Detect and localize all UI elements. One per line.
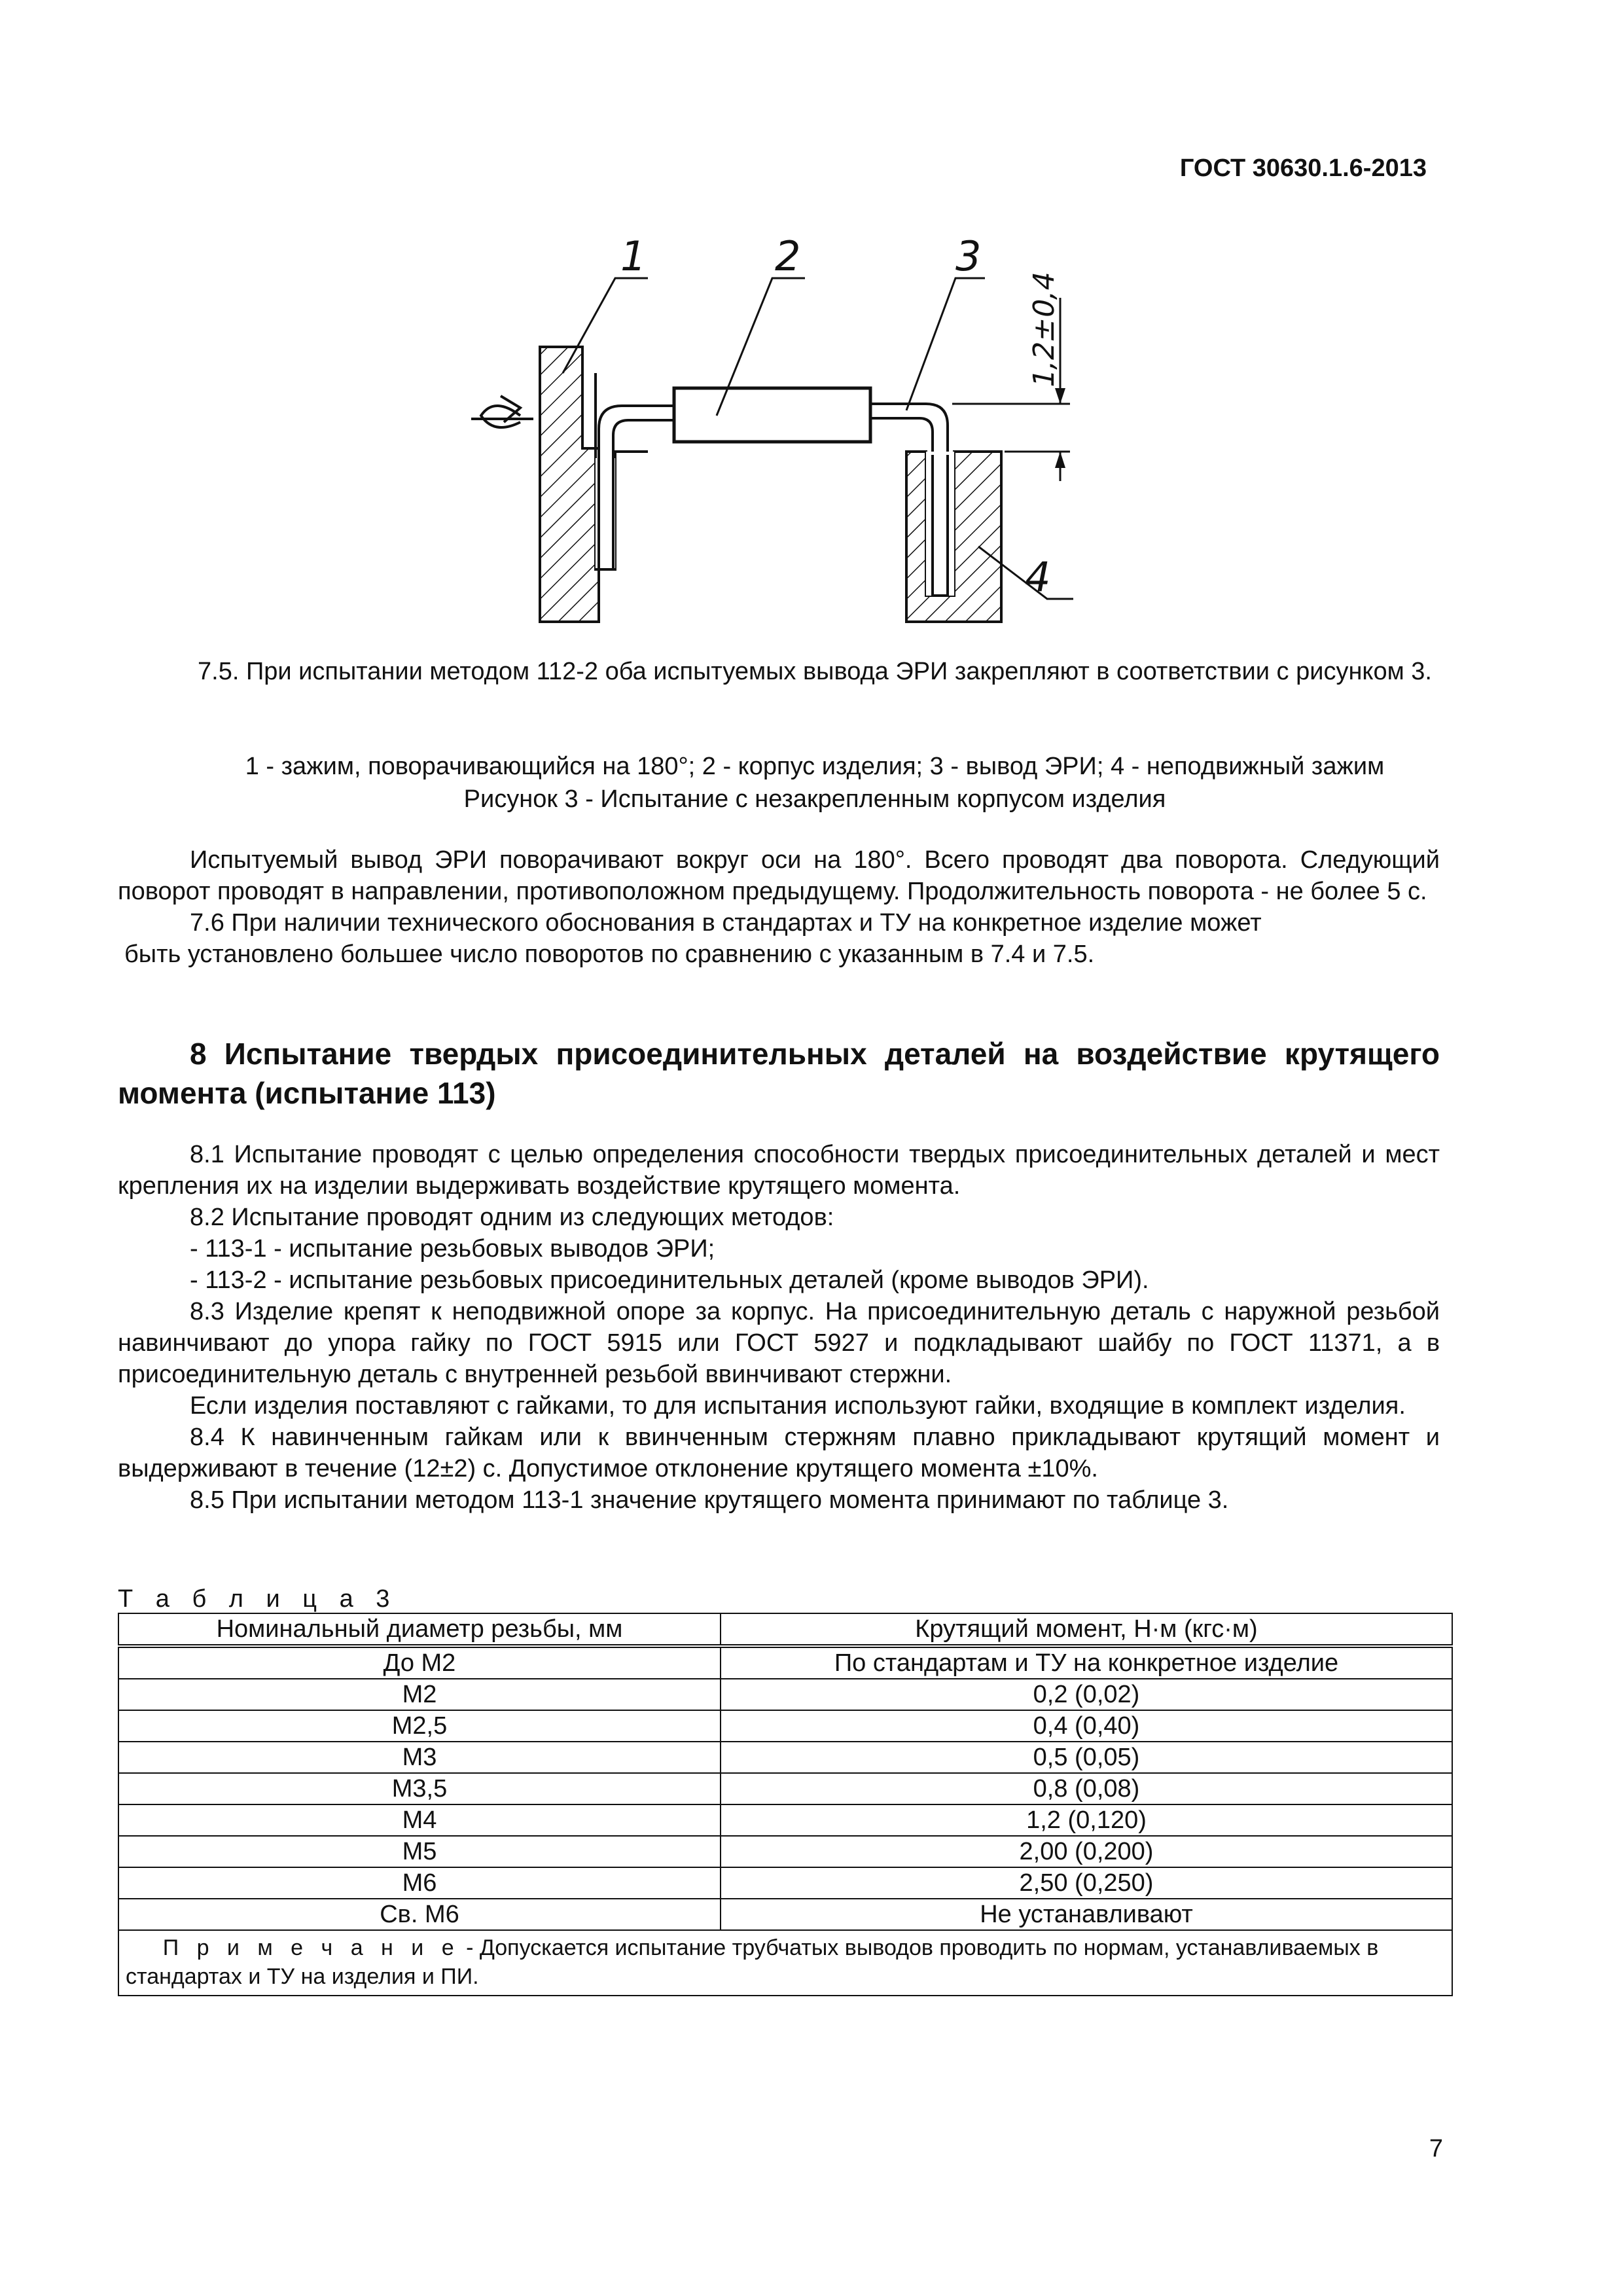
figure-label-1: 1 [620,232,647,280]
table-cell: М4 [118,1804,721,1836]
table-cell: 0,5 (0,05) [721,1742,1452,1773]
table-cell: М2,5 [118,1710,721,1742]
table-row [118,1867,1452,1899]
table-header-row [118,1613,1452,1646]
figure-label-2: 2 [775,232,801,280]
figure-3-svg [458,232,1106,638]
table-cell: М3 [118,1742,721,1773]
table-cell: До М2 [118,1646,721,1679]
table-note-row [118,1930,1452,1996]
table-cell: 0,4 (0,40) [721,1710,1452,1742]
column-header: Номинальный диаметр резьбы, мм [118,1613,721,1646]
component-body [674,388,870,442]
figure-3-drawing [458,232,1106,638]
dimension-label: 1,2±0,4 [1027,268,1061,391]
table-cell: М3,5 [118,1773,721,1804]
paragraph: 8.5 При испытании методом 113-1 значение крутящего момента принимают по таблице 3. [190,1486,1229,1514]
table-row [118,1899,1452,1930]
table-row [118,1742,1452,1773]
table-row [118,1836,1452,1867]
note-text: - Допускается испытание трубчатых выводов проводить по нормам, устанавливаемых в стандартах и ТУ на изделия и ПИ. [126,1935,1379,1989]
note-label: П р и м е ч а н и е [162,1935,460,1960]
paragraph: быть установлено большее число поворотов по сравнению с указанным в 7.4 и 7.5. [124,941,1095,968]
text-block-b [118,1139,1440,1516]
section-8-heading: 8 Испытание твердых присоединительных деталей на воздействие крутящего момента (испытание 113) [118,1037,1440,1110]
figure-label-4: 4 [1025,553,1051,601]
table-row [118,1773,1452,1804]
paragraph: 8.4 К навинченным гайкам или к ввинченным стержням плавно прикладывают крутящий момент и выдерживают в течение (12±2) с. Допустимое отклонение крутящего момента ±10%. [118,1424,1440,1482]
table-cell: 2,50 (0,250) [721,1867,1452,1899]
rotating-clamp [540,347,599,622]
text-block-a [118,844,1440,970]
table-cell: 0,2 (0,02) [721,1679,1452,1710]
figure-legend: 1 - зажим, поворачивающийся на 180°; 2 - корпус изделия; 3 - вывод ЭРИ; 4 - неподвижный зажим [245,753,1385,780]
paragraph: Если изделия поставляют с гайками, то для испытания используют гайки, входящие в комплект изделия. [190,1392,1406,1420]
table-cell: Не устанавливают [721,1899,1452,1930]
paragraph: 7.6 При наличии технического обоснования в стандартах и ТУ на конкретное изделие может [190,909,1262,937]
paragraph: 8.3 Изделие крепят к неподвижной опоре за корпус. На присоединительную деталь с наружной резьбой навинчивают до упора гайку по ГОСТ 5915 или ГОСТ 5927 и подкладывают шайбу по ГОСТ 11371, а в присоединительную деталь с внутренней резьбой ввинчивают стержни. [118,1298,1440,1388]
table-row [118,1646,1452,1679]
paragraph: Испытуемый вывод ЭРИ поворачивают вокруг оси на 180°. Всего проводят два поворота. Следующий поворот проводят в направлении, противоположном предыдущему. Продолжительность поворота - не более 5 с. [118,846,1440,905]
table-caption: Т а б л и ц а 3 [118,1585,398,1613]
paragraph: 8.2 Испытание проводят одним из следующих методов: [190,1204,834,1231]
paragraph: - 113-2 - испытание резьбовых присоединительных деталей (кроме выводов ЭРИ). [190,1266,1149,1294]
paragraph: - 113-1 - испытание резьбовых выводов ЭРИ; [190,1235,715,1263]
figure-label-3: 3 [955,232,982,280]
page-number: 7 [1429,2135,1443,2162]
table-cell: Св. М6 [118,1899,721,1930]
figure-caption: Рисунок 3 - Испытание с незакрепленным корпусом изделия [463,785,1166,813]
method-note: 7.5. При испытании методом 112-2 оба испытуемых вывода ЭРИ закрепляют в соответствии с рисунком 3. [198,658,1432,685]
document-code: ГОСТ 30630.1.6-2013 [1179,154,1427,182]
table-cell: М2 [118,1679,721,1710]
table-cell: М5 [118,1836,721,1867]
table-3 [118,1613,1453,1996]
table-cell: 2,00 (0,200) [721,1836,1452,1867]
table-cell: 0,8 (0,08) [721,1773,1452,1804]
table-row [118,1804,1452,1836]
table-row [118,1679,1452,1710]
paragraph: 8.1 Испытание проводят с целью определения способности твердых присоединительных деталей и мест крепления их на изделии выдерживать воздействие крутящего момента. [118,1141,1440,1200]
rotation-arrow-icon [471,396,533,427]
table-row [118,1710,1452,1742]
table-note [118,1930,1452,1996]
table-cell: М6 [118,1867,721,1899]
column-header: Крутящий момент, Н·м (кгс·м) [721,1613,1452,1646]
table-cell: 1,2 (0,120) [721,1804,1452,1836]
table-cell: По стандартам и ТУ на конкретное изделие [721,1646,1452,1679]
